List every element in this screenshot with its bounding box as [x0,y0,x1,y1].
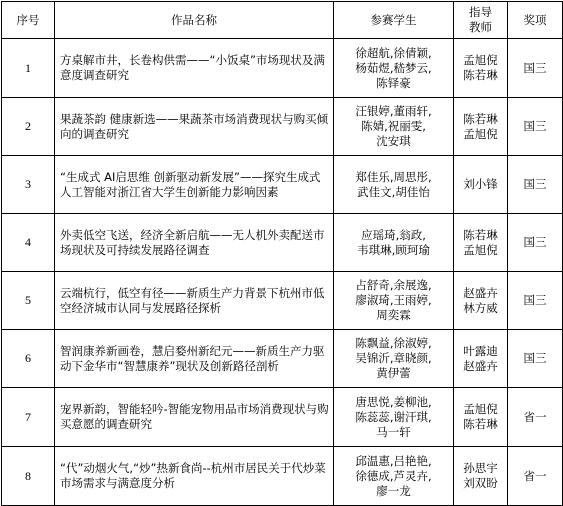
row-number: 6 [2,330,55,388]
row-number: 8 [2,447,55,506]
header-award: 奖项 [508,2,563,39]
award-level: 国三 [508,39,563,98]
advisor-names: 孙思宇 刘双盼 [454,447,508,506]
student-names: 汪银婷,董雨轩, 陈婧,祝丽雯, 沈安琪 [334,98,454,156]
student-names: 徐超航,徐倩颖, 杨茹煜,嵇梦云, 陈铎豪 [334,39,454,98]
header-seq: 序号 [2,2,55,39]
table-row [2,214,563,272]
table-row [2,98,563,156]
work-title: 外卖低空飞送，经济全新启航——无人机外卖配送市场现状及可持续发展路径调查 [55,214,334,272]
award-level: 国三 [508,214,563,272]
row-number: 7 [2,388,55,447]
advisor-names: 叶露迪 赵盛卉 [454,330,508,388]
award-level: 国三 [508,98,563,156]
award-table [1,1,563,506]
student-names: 占舒奇,余展逸, 廖淑琦,王雨婷, 周奕霖 [334,272,454,330]
advisor-names: 陈若琳 孟旭倪 [454,98,508,156]
award-level: 国三 [508,272,563,330]
award-level: 省一 [508,388,563,447]
work-title: 宠界新韵，智能轻吟-智能宠物用品市场消费现状与购买意愿的调查研究 [55,388,334,447]
row-number: 5 [2,272,55,330]
award-level: 国三 [508,156,563,214]
row-number: 2 [2,98,55,156]
student-names: 应瑶琦,翁政, 韦琪琳,顾珂瑜 [334,214,454,272]
header-advisor: 指导 教师 [454,2,508,39]
student-names: 邱温惠,吕艳艳, 徐德成,芦灵卉, 廖一龙 [334,447,454,506]
table-row [2,39,563,98]
row-number: 1 [2,39,55,98]
work-title: 云端杭行，低空有径——新质生产力背景下杭州市低空经济城市认同与发展路径探析 [55,272,334,330]
row-number: 3 [2,156,55,214]
award-level: 国三 [508,330,563,388]
table-row [2,388,563,447]
header-row [2,2,563,39]
work-title: 智润康养新画卷，慧启婺州新纪元——新质生产力驱动下金华市“智慧康养”现状及创新路径剖析 [55,330,334,388]
advisor-names: 陈若琳 孟旭倪 [454,214,508,272]
advisor-names: 孟旭倪 陈若琳 [454,388,508,447]
student-names: 陈飘益,徐淑婷, 吴锦沂,章晓颜, 黄伊蕾 [334,330,454,388]
table-row [2,156,563,214]
table-row [2,447,563,506]
work-title: 果蔬茶韵 健康新选——果蔬茶市场消费现状与购买倾向的调查研究 [55,98,334,156]
student-names: 郑佳乐,周思彤, 武佳文,胡佳怡 [334,156,454,214]
work-title: “生成式 AI启思维 创新驱动新发展”——探究生成式人工智能对浙江省大学生创新能力影响因素 [55,156,334,214]
table-row [2,272,563,330]
work-title: 方桌解市井，长卷构供需——“小饭桌”市场现状及满意度调查研究 [55,39,334,98]
student-names: 唐思悦,姜柳池, 陈蕊蕊,谢汗琪, 马一轩 [334,388,454,447]
row-number: 4 [2,214,55,272]
header-title: 作品名称 [55,2,334,39]
header-students: 参赛学生 [334,2,454,39]
advisor-names: 孟旭倪 陈若琳 [454,39,508,98]
table-row [2,330,563,388]
advisor-names: 刘小锋 [454,156,508,214]
advisor-names: 赵盛卉 林方威 [454,272,508,330]
work-title: “代”动烟火气,“炒”热新食尚--杭州市居民关于代炒菜市场需求与满意度分析 [55,447,334,506]
award-level: 省一 [508,447,563,506]
